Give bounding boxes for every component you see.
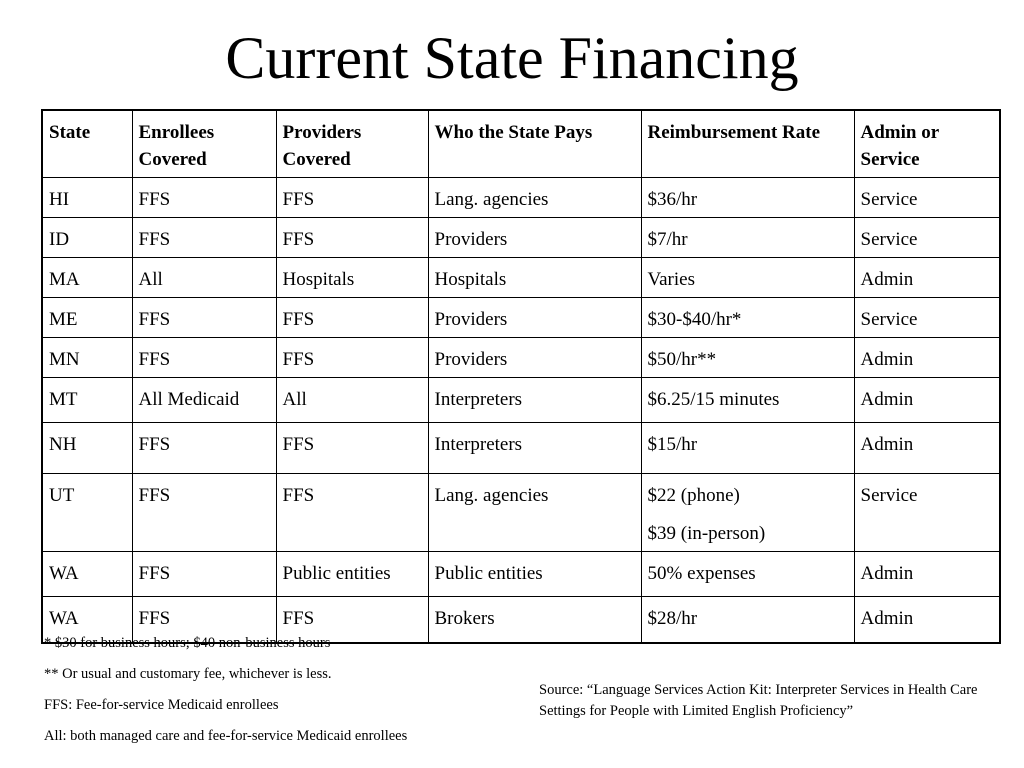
cell-enrollees: FFS <box>132 338 276 378</box>
table-row <box>42 338 1000 378</box>
cell-line: $39 (in-person) <box>647 523 766 544</box>
cell-enrollees: FFS <box>132 474 276 552</box>
cell-enrollees: FFS <box>132 298 276 338</box>
cell-admin-or-service: Admin <box>854 378 1000 423</box>
header-who-the-state-pays: Who the State Pays <box>428 110 641 178</box>
header-enrollees-covered: Enrollees Covered <box>132 110 276 178</box>
cell-rate: $50/hr** <box>641 338 854 378</box>
cell-rate: Varies <box>641 258 854 298</box>
cell-payee: Public entities <box>428 552 641 597</box>
cell-admin-or-service: Service <box>854 178 1000 218</box>
cell-payee: Providers <box>428 298 641 338</box>
cell-providers: FFS <box>276 298 428 338</box>
cell-providers: FFS <box>276 474 428 552</box>
cell-admin-or-service: Service <box>854 298 1000 338</box>
cell-enrollees: FFS <box>132 552 276 597</box>
cell-rate: $36/hr <box>641 178 854 218</box>
footnote: * $30 for business hours; $40 non-business hours <box>44 635 331 651</box>
footnote: FFS: Fee-for-service Medicaid enrollees <box>44 697 279 713</box>
cell-payee: Interpreters <box>428 378 641 423</box>
cell-state: ME <box>42 298 132 338</box>
cell-state: MN <box>42 338 132 378</box>
financing-table <box>41 109 1001 644</box>
cell-providers: FFS <box>276 597 428 643</box>
cell-admin-or-service: Admin <box>854 423 1000 474</box>
cell-line: $22 (phone) <box>647 485 740 506</box>
header-admin-or-service: Admin or Service <box>854 110 1000 178</box>
footnotes <box>44 633 407 757</box>
cell-enrollees: All Medicaid <box>132 378 276 423</box>
cell-providers: FFS <box>276 338 428 378</box>
footnote: All: both managed care and fee-for-service Medicaid enrollees <box>44 728 408 744</box>
cell-enrollees: FFS <box>132 597 276 643</box>
cell-admin-or-service: Admin <box>854 258 1000 298</box>
cell-rate: $6.25/15 minutes <box>641 378 854 423</box>
table-row <box>42 474 1000 552</box>
cell-admin-or-service: Admin <box>854 338 1000 378</box>
cell-admin-or-service: Admin <box>854 597 1000 643</box>
cell-rate: $28/hr <box>641 597 854 643</box>
cell-enrollees: FFS <box>132 178 276 218</box>
cell-enrollees: FFS <box>132 423 276 474</box>
cell-providers: All <box>276 378 428 423</box>
table-row <box>42 218 1000 258</box>
cell-state: MT <box>42 378 132 423</box>
table-row <box>42 258 1000 298</box>
table-header-row <box>42 110 1000 178</box>
cell-state: WA <box>42 552 132 597</box>
cell-rate: $15/hr <box>641 423 854 474</box>
cell-payee: Lang. agencies <box>428 474 641 552</box>
table-row <box>42 178 1000 218</box>
header-providers-covered: Providers Covered <box>276 110 428 178</box>
cell-providers: FFS <box>276 178 428 218</box>
cell-payee: Lang. agencies <box>428 178 641 218</box>
cell-payee: Providers <box>428 338 641 378</box>
cell-enrollees: FFS <box>132 218 276 258</box>
page-title: Current State Financing <box>225 25 799 91</box>
cell-admin-or-service: Service <box>854 218 1000 258</box>
cell-providers: Public entities <box>276 552 428 597</box>
table-row <box>42 298 1000 338</box>
cell-providers: FFS <box>276 423 428 474</box>
cell-providers: FFS <box>276 218 428 258</box>
cell-state: WA <box>42 597 132 643</box>
cell-providers: Hospitals <box>276 258 428 298</box>
cell-payee: Interpreters <box>428 423 641 474</box>
cell-state: UT <box>42 474 132 552</box>
table-row <box>42 378 1000 423</box>
cell-rate <box>641 474 854 552</box>
cell-admin-or-service: Admin <box>854 552 1000 597</box>
cell-rate: $7/hr <box>641 218 854 258</box>
cell-payee: Brokers <box>428 597 641 643</box>
cell-payee: Providers <box>428 218 641 258</box>
cell-payee: Hospitals <box>428 258 641 298</box>
cell-state: NH <box>42 423 132 474</box>
cell-enrollees: All <box>132 258 276 298</box>
cell-state: ID <box>42 218 132 258</box>
cell-state: MA <box>42 258 132 298</box>
header-reimbursement-rate: Reimbursement Rate <box>641 110 854 178</box>
table-row <box>42 423 1000 474</box>
cell-state: HI <box>42 178 132 218</box>
header-state: State <box>42 110 132 178</box>
cell-rate: $30-$40/hr* <box>641 298 854 338</box>
table-row <box>42 552 1000 597</box>
table-body <box>42 178 1000 643</box>
cell-admin-or-service: Service <box>854 474 1000 552</box>
footnote: ** Or usual and customary fee, whichever is less. <box>44 666 332 682</box>
source-citation: Source: “Language Services Action Kit: Interpreter Services in Health Care Settings for People with Limited English Proficiency” <box>539 682 978 719</box>
cell-rate: 50% expenses <box>641 552 854 597</box>
